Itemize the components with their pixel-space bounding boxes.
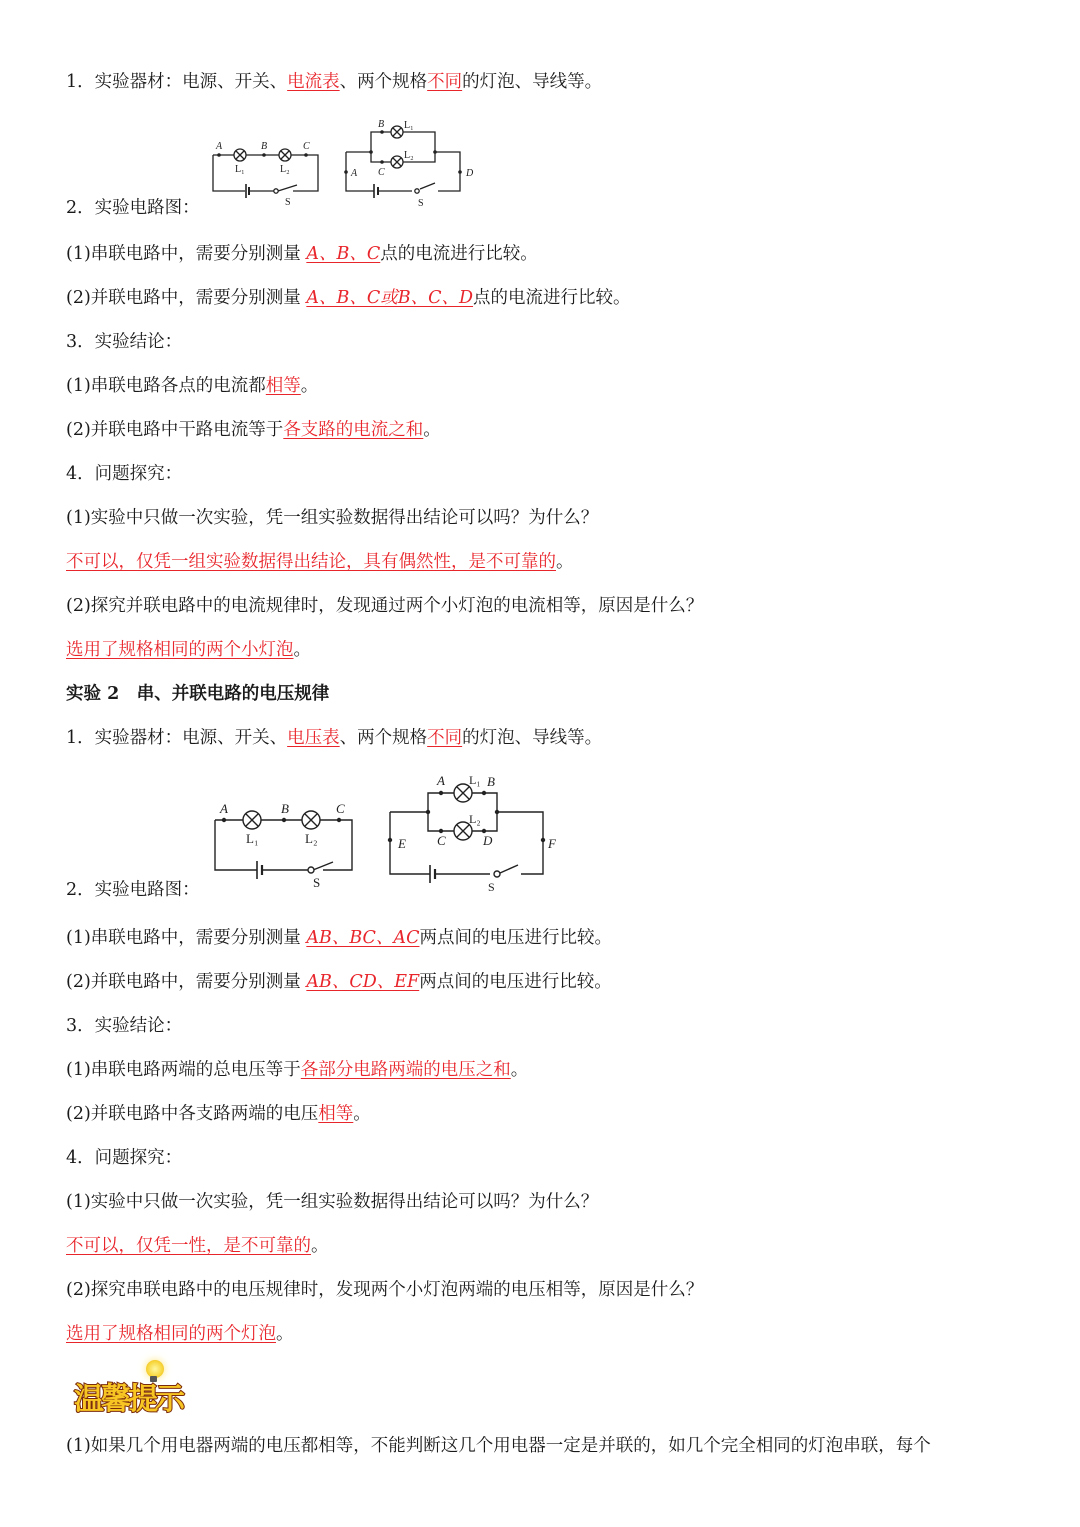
answer-blank: 选用了规格相同的两个灯泡	[66, 1324, 276, 1344]
exp2-question1: (1)实验中只做一次实验，凭一组实验数据得出结论可以吗？为什么？	[66, 1192, 599, 1212]
text: (2)并联电路中，需要分别测量	[66, 972, 307, 992]
text: (2)并联电路中各支路两端的电压	[66, 1104, 319, 1124]
svg-text:C: C	[378, 167, 385, 178]
text: 。	[556, 552, 574, 572]
text: 。	[423, 420, 441, 440]
text: 、两个规格	[339, 728, 428, 748]
exp1-conclusion-title: 3．实验结论：	[66, 332, 183, 352]
parallel-circuit-diagram	[340, 115, 480, 210]
exp2-conclusion1	[66, 1058, 528, 1082]
answer-blank: 电流表	[287, 72, 340, 92]
exp1-measure1	[66, 242, 538, 266]
answer-blank: A、B、C	[306, 244, 381, 264]
svg-text:A: A	[437, 773, 445, 788]
text: 的灯泡、导线等。	[462, 72, 603, 92]
svg-text:D: D	[466, 168, 474, 179]
answer-blank: AB、BC、AC	[306, 928, 420, 948]
svg-text:C: C	[437, 833, 446, 848]
text: 1．实验器材：电源、开关、	[66, 728, 288, 748]
exp1-question1: (1)实验中只做一次实验，凭一组实验数据得出结论可以吗？为什么？	[66, 508, 599, 528]
answer-blank: 相等	[265, 376, 301, 396]
text: 点的电流进行比较。	[380, 244, 538, 264]
exp2-answer2	[66, 1322, 294, 1346]
svg-text:D: D	[483, 833, 493, 848]
svg-text:L₂: L₂	[280, 164, 290, 175]
text: 。	[300, 376, 319, 396]
svg-text:B: B	[261, 141, 268, 152]
text: 。	[311, 1236, 329, 1256]
text: (1)串联电路两端的总电压等于	[66, 1060, 301, 1080]
exp2-measure1	[66, 926, 612, 950]
svg-text:L₁: L₁	[469, 773, 481, 787]
exp2-heading: 实验 2 串、并联电路的电压规律	[66, 684, 330, 704]
answer-blank: 各支路的电流之和	[283, 420, 424, 440]
warm-tips-label: 温馨提示	[74, 1382, 182, 1417]
answer-blank: 各部分电路两端的电压之和	[300, 1060, 511, 1080]
answer-blank: 不同	[427, 72, 463, 92]
exp1-conclusion2	[66, 418, 441, 442]
series-circuit-diagram	[205, 795, 365, 890]
text: 1．实验器材：电源、开关、	[66, 72, 288, 92]
svg-text:L₂: L₂	[404, 150, 414, 161]
text: 两点间的电压进行比较。	[419, 928, 612, 948]
svg-text:S: S	[488, 880, 495, 894]
exp1-conclusion1	[66, 374, 318, 398]
answer-blank: AB、CD、EF	[306, 972, 420, 992]
svg-text:L₁: L₁	[404, 120, 414, 131]
text: 、两个规格	[339, 72, 428, 92]
svg-text:A: A	[216, 141, 223, 152]
answer-blank: 相等	[318, 1104, 354, 1124]
svg-text:S: S	[418, 198, 424, 209]
text: 两点间的电压进行比较。	[419, 972, 612, 992]
text: (2)并联电路中干路电流等于	[66, 420, 284, 440]
exp2-conclusion-title: 3．实验结论：	[66, 1016, 183, 1036]
text: (1)串联电路中，需要分别测量	[66, 928, 307, 948]
svg-text:A: A	[351, 168, 358, 179]
text: (1)串联电路各点的电流都	[66, 376, 266, 396]
exp1-answer2	[66, 638, 311, 662]
exp2-circuit-label: 2．实验电路图：	[66, 880, 200, 900]
svg-text:B: B	[378, 119, 385, 130]
svg-text:C: C	[336, 801, 345, 816]
svg-text:E: E	[398, 836, 406, 851]
exp2-conclusion2	[66, 1102, 371, 1126]
svg-text:B: B	[281, 801, 289, 816]
warm-tips-badge	[68, 1360, 188, 1415]
svg-text:S: S	[313, 875, 321, 890]
text: 。	[276, 1324, 294, 1344]
answer-blank: A、B、C或B、C、D	[306, 288, 474, 308]
answer-blank: 电压表	[287, 728, 340, 748]
svg-text:L₁: L₁	[235, 164, 245, 175]
exp1-answer1	[66, 550, 574, 574]
svg-text:B: B	[487, 774, 495, 789]
series-circuit-diagram	[205, 135, 325, 210]
answer-blank: 选用了规格相同的两个小灯泡	[66, 640, 294, 660]
exp2-question2: (2)探究串联电路中的电压规律时，发现两个小灯泡两端的电压相等，原因是什么？	[66, 1280, 704, 1300]
answer-blank: 不可以，仅凭一组实验数据得出结论，具有偶然性，是不可靠的	[66, 552, 556, 572]
text: 。	[353, 1104, 371, 1124]
svg-text:A: A	[220, 801, 228, 816]
text: 。	[510, 1060, 529, 1080]
exp2-materials	[66, 726, 602, 750]
exp2-answer1	[66, 1234, 329, 1258]
text: 点的电流进行比较。	[473, 288, 631, 308]
text: (2)并联电路中，需要分别测量	[66, 288, 307, 308]
text: 。	[293, 640, 311, 660]
svg-text:S: S	[285, 197, 291, 208]
exp1-question2: (2)探究并联电路中的电流规律时，发现通过两个小灯泡的电流相等，原因是什么？	[66, 596, 704, 616]
svg-text:F: F	[548, 836, 556, 851]
exp1-measure2	[66, 286, 631, 310]
text: 的灯泡、导线等。	[462, 728, 603, 748]
svg-text:C: C	[303, 141, 310, 152]
exp1-materials	[66, 70, 602, 94]
text: (1)串联电路中，需要分别测量	[66, 244, 307, 264]
exp2-inquiry-title: 4．问题探究：	[66, 1148, 183, 1168]
answer-blank: 不同	[427, 728, 463, 748]
svg-text:L₂: L₂	[305, 831, 318, 846]
tips-item1: (1)如果几个用电器两端的电压都相等，不能判断这几个用电器一定是并联的，如几个完全相同的灯泡串联，每个	[66, 1436, 931, 1456]
exp1-circuit-label: 2．实验电路图：	[66, 198, 200, 218]
svg-text:L₂: L₂	[469, 812, 481, 826]
exp2-measure2	[66, 970, 612, 994]
parallel-circuit-diagram	[385, 770, 565, 895]
svg-text:L₁: L₁	[246, 831, 259, 846]
answer-blank: 不可以，仅凭一性，是不可靠的	[66, 1236, 311, 1256]
exp1-inquiry-title: 4．问题探究：	[66, 464, 183, 484]
